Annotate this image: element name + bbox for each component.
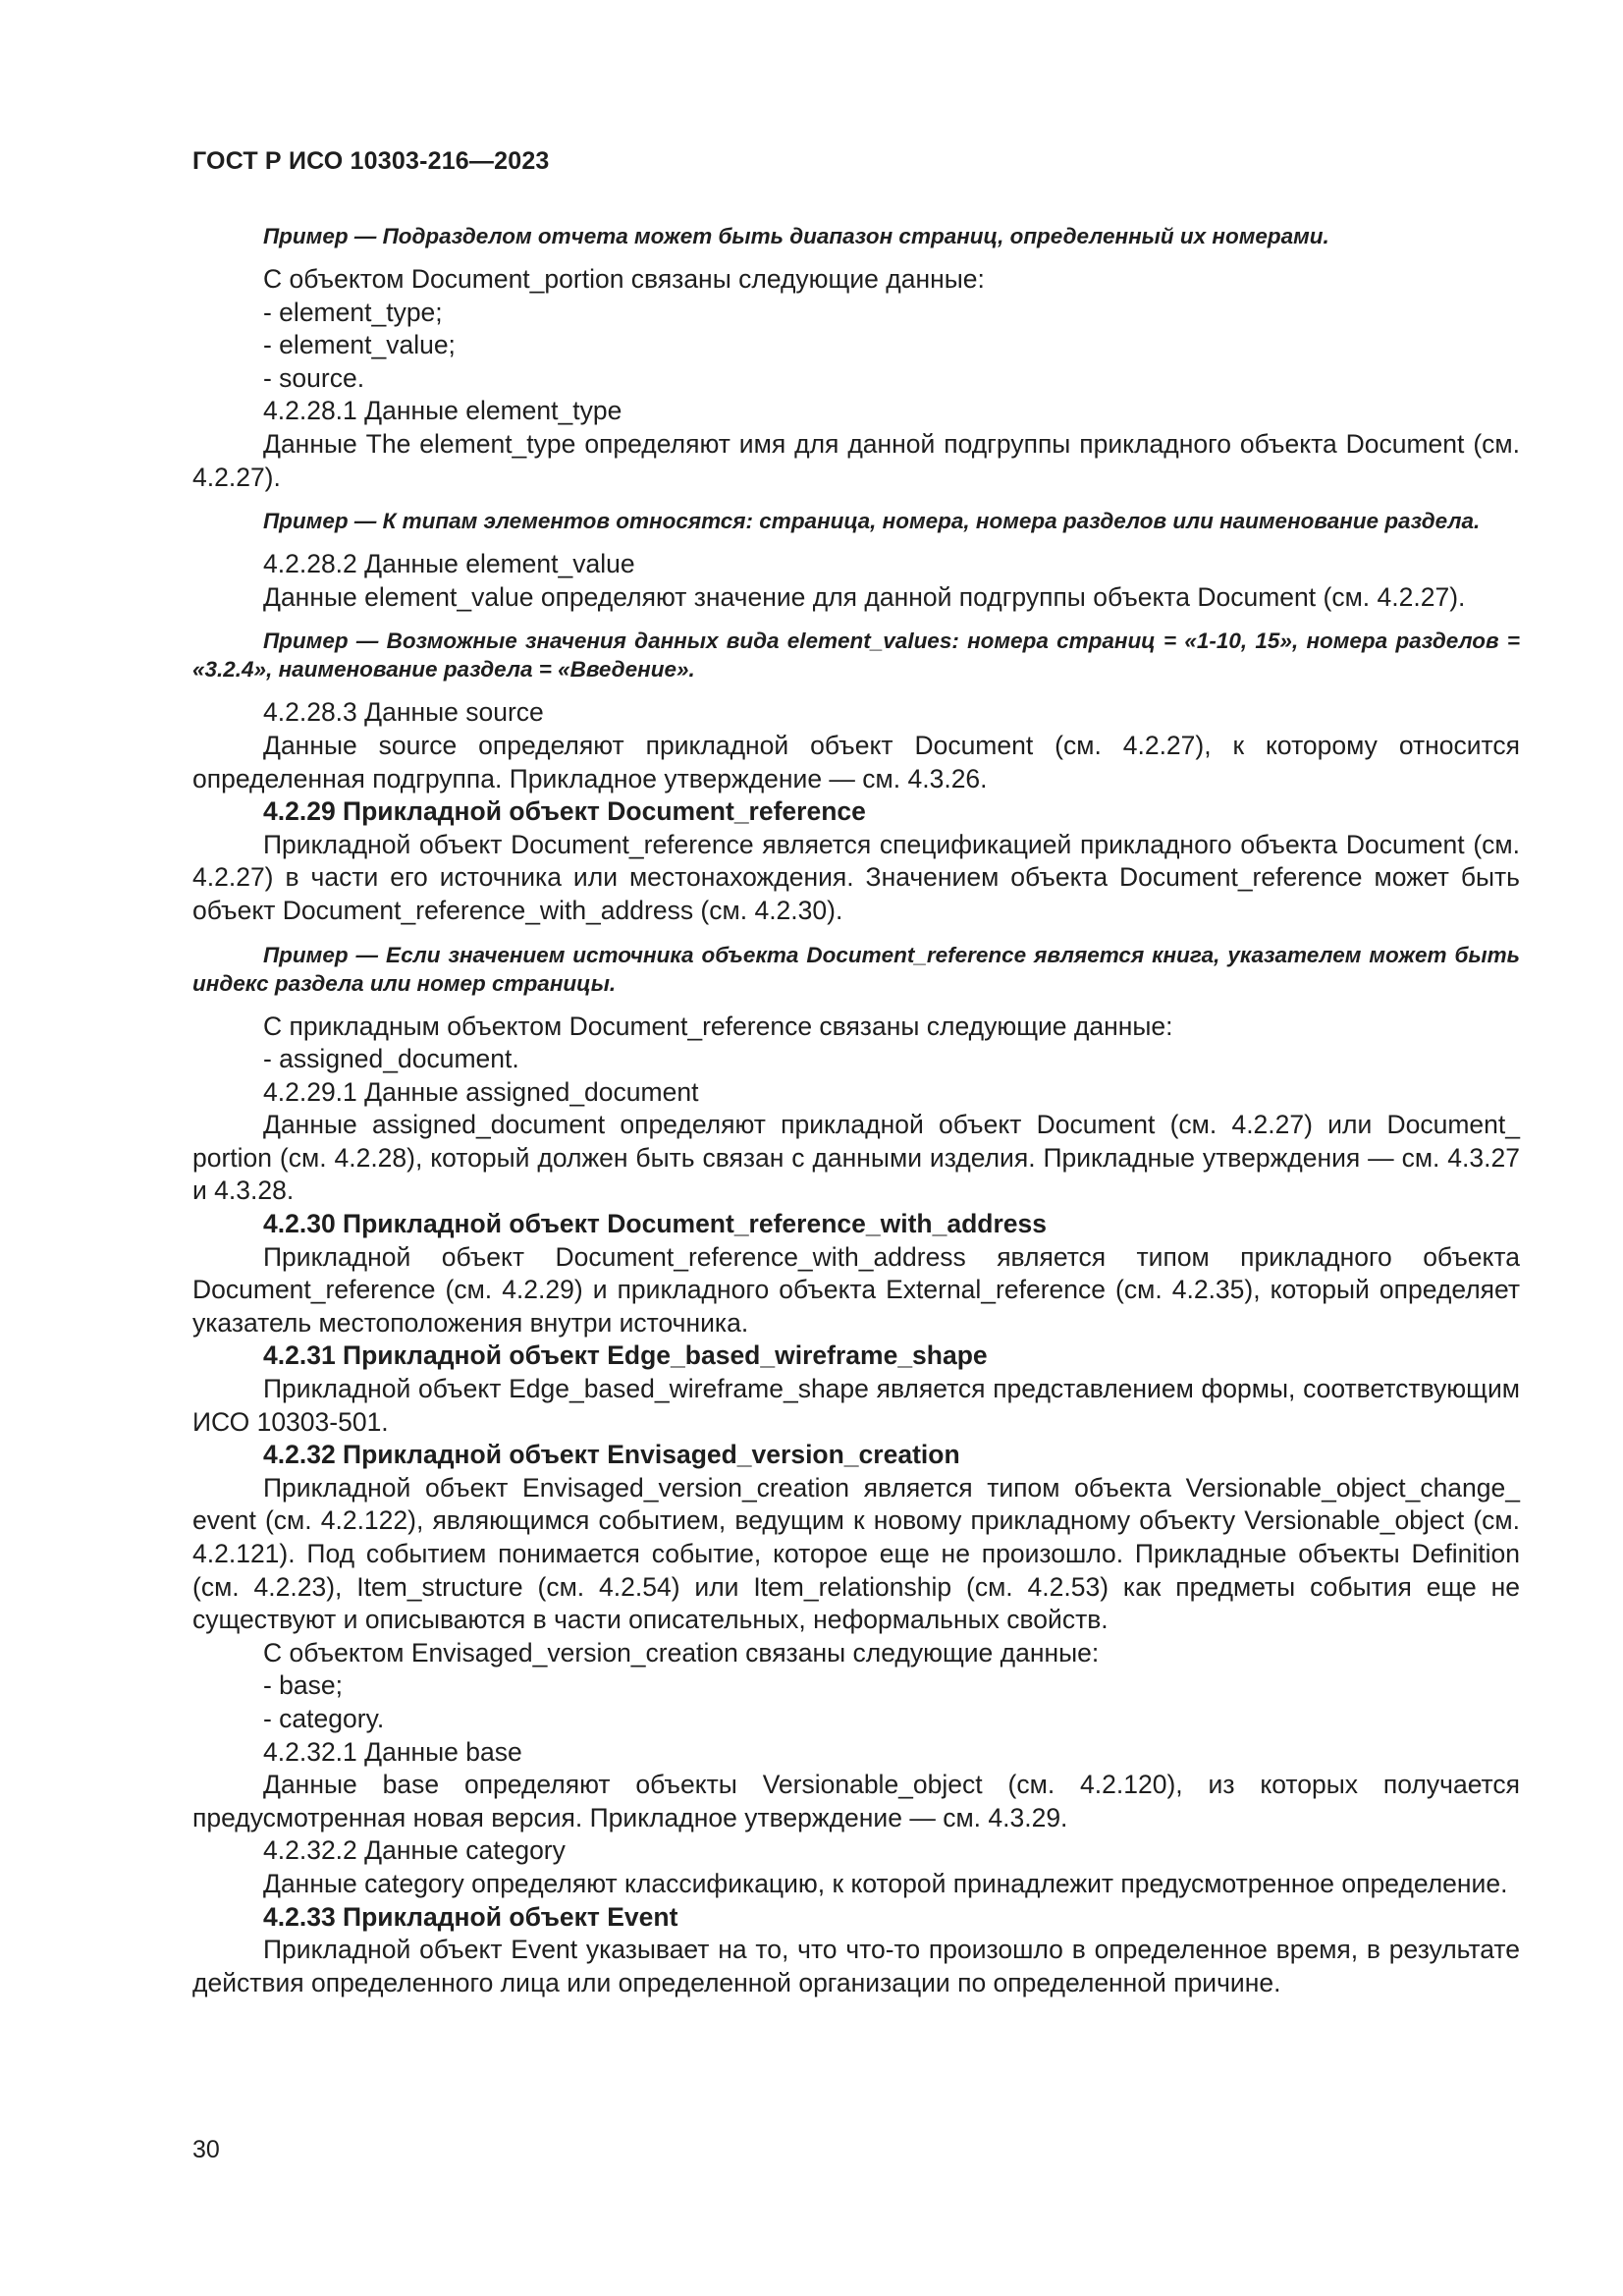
body-paragraph: Прикладной объект Envisaged_version_creation является типом объекта Versionable_object_change_ event (см. 4.2.122), являющимся событием, ведущим к новому прикладному объекту Versionable_object (см. 4.2.121). Под событием понимается событие, которое еще не произошло. Прикладные объекты Definition (см. 4.2.23), Item_structure (см. 4.2.54) или Item_relationship (см. 4.2.53) как предметы события еще не существуют и описываются в части описательных, неформальных свойств. <box>192 1472 1520 1635</box>
body-paragraph: Прикладной объект Document_reference является спецификацией прикладного объекта Document (см. 4.2.27) в части его источника или местонахождения. Значением объекта Document_reference может быть объект Document_reference_with_address (см. 4.2.30). <box>192 829 1520 925</box>
list-item: - category. <box>263 1703 385 1733</box>
list-item: - source. <box>263 362 365 393</box>
body-paragraph: С прикладным объектом Document_reference связаны следующие данные: <box>263 1011 1173 1041</box>
section-heading: 4.2.29 Прикладной объект Document_reference <box>263 796 866 827</box>
subsection-title: 4.2.28.3 Данные source <box>263 697 544 728</box>
example-paragraph: Пример — Возможные значения данных вида element_values: номера страниц = «1-10, 15», номера разделов = «3.2.4», наименование раздела = «Введение». <box>192 629 1520 683</box>
section-heading: 4.2.31 Прикладной объект Edge_based_wireframe_shape <box>263 1340 988 1371</box>
body-paragraph: Данные base определяют объекты Versionable_object (см. 4.2.120), из которых получается предусмотренная новая версия. Прикладное утверждение — см. 4.3.29. <box>192 1770 1520 1832</box>
list-item: - element_value; <box>263 330 456 360</box>
document-header: ГОСТ Р ИСО 10303-216—2023 <box>192 147 550 175</box>
section-heading: 4.2.33 Прикладной объект Event <box>263 1901 678 1932</box>
subsection-title: 4.2.28.1 Данные element_type <box>263 396 622 426</box>
section-heading: 4.2.30 Прикладной объект Document_reference_with_address <box>263 1209 1047 1239</box>
body-paragraph: С объектом Envisaged_version_creation связаны следующие данные: <box>263 1637 1100 1667</box>
example-paragraph: Пример — К типам элементов относятся: страница, номера, номера разделов или наименование раздела. <box>263 509 1481 534</box>
subsection-title: 4.2.29.1 Данные assigned_document <box>263 1076 699 1107</box>
body-paragraph: Прикладной объект Event указывает на то, что что-то произошло в определенное время, в результате действия определенного лица или определенной организации по определенной причине. <box>192 1935 1520 1997</box>
body-paragraph: Данные element_value определяют значение для данной подгруппы объекта Document (см. 4.2.27). <box>263 581 1466 612</box>
document-page <box>192 0 1520 2296</box>
body-paragraph: Данные The element_type определяют имя для данной подгруппы прикладного объекта Document (см. 4.2.27). <box>192 428 1520 492</box>
list-item: - assigned_document. <box>263 1044 519 1074</box>
list-item: - element_type; <box>263 297 443 327</box>
subsection-title: 4.2.32.1 Данные base <box>263 1736 522 1767</box>
page-number: 30 <box>192 2136 220 2163</box>
body-paragraph: Данные assigned_document определяют прикладной объект Document (см. 4.2.27) или Document_ portion (см. 4.2.28), который должен быть связан с данными изделия. Прикладные утверждения — см. 4.3.27 и 4.3.28. <box>192 1110 1520 1206</box>
subsection-title: 4.2.28.2 Данные element_value <box>263 549 635 579</box>
list-item: - base; <box>263 1670 344 1701</box>
subsection-title: 4.2.32.2 Данные category <box>263 1835 566 1866</box>
body-paragraph: Данные source определяют прикладной объект Document (см. 4.2.27), к которому относится определенная подгруппа. Прикладное утверждение — см. 4.3.26. <box>192 730 1520 793</box>
body-paragraph: С объектом Document_portion связаны следующие данные: <box>263 264 985 294</box>
body-paragraph: Прикладной объект Edge_based_wireframe_shape является представлением формы, соответствующим ИСО 10303-501. <box>192 1374 1520 1437</box>
body-paragraph: Прикладной объект Document_reference_with_address является типом прикладного объекта Document_reference (см. 4.2.29) и прикладного объекта External_reference (см. 4.2.35), который определяет указатель местоположения внутри источника. <box>192 1241 1520 1338</box>
body-paragraph: Данные category определяют классификацию, к которой принадлежит предусмотренное определение. <box>263 1868 1508 1898</box>
section-heading: 4.2.32 Прикладной объект Envisaged_version_creation <box>263 1440 960 1470</box>
example-paragraph: Пример — Если значением источника объекта Document_reference является книга, указателем может быть индекс раздела или номер страницы. <box>192 942 1520 996</box>
example-paragraph: Пример — Подразделом отчета может быть диапазон страниц, определенный их номерами. <box>263 224 1329 248</box>
document-body <box>192 222 1520 1999</box>
